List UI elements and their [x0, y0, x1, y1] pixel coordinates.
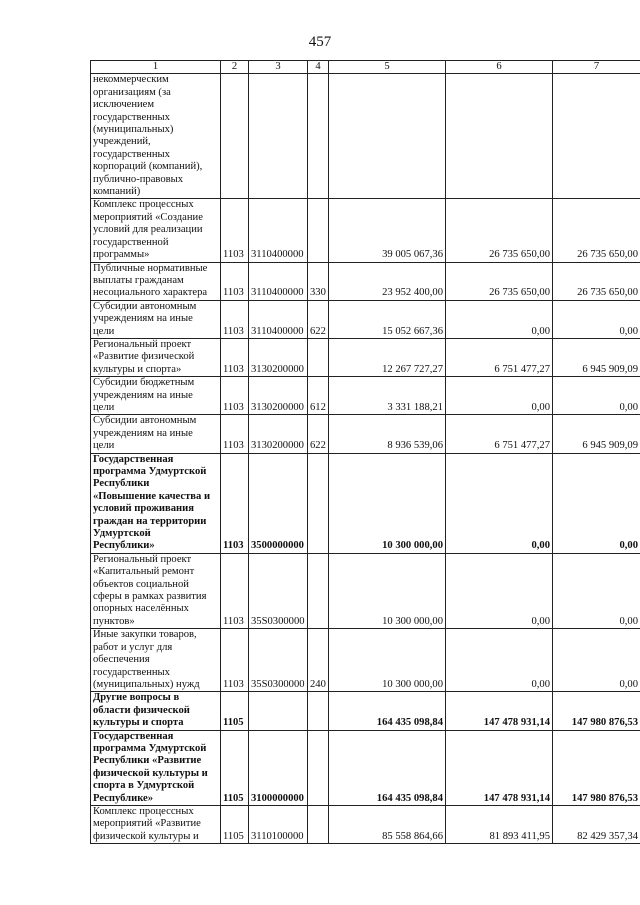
amount-2026-cell: 81 893 411,95 — [446, 805, 553, 843]
amount-2026-cell: 0,00 — [446, 377, 553, 415]
target-code-cell: 3130200000 — [249, 415, 308, 453]
row-name-cell: Иные закупки товаров, работ и услуг для обеспечения государственных (муниципальных) нужд — [91, 629, 221, 692]
table-row — [91, 692, 640, 730]
table-row — [91, 453, 640, 553]
target-code-cell: 3110100000 — [249, 805, 308, 843]
target-code-cell: 3130200000 — [249, 338, 308, 376]
amount-2026-cell: 26 735 650,00 — [446, 199, 553, 262]
target-code-cell: 3110400000 — [249, 199, 308, 262]
expense-type-cell — [308, 74, 329, 199]
amount-2027-cell: 0,00 — [553, 629, 640, 692]
row-name-cell: Региональный проект «Развитие физической культуры и спорта» — [91, 338, 221, 376]
table-row — [91, 199, 640, 262]
table-row — [91, 730, 640, 805]
column-header: 3 — [249, 61, 308, 74]
expense-type-cell: 240 — [308, 629, 329, 692]
section-code-cell: 1103 — [221, 300, 249, 338]
section-code-cell — [221, 74, 249, 199]
target-code-cell: 3100000000 — [249, 730, 308, 805]
section-code-cell: 1103 — [221, 199, 249, 262]
section-code-cell: 1105 — [221, 692, 249, 730]
column-header: 7 — [553, 61, 640, 74]
amount-2025-cell: 10 300 000,00 — [329, 553, 446, 628]
amount-2027-cell: 0,00 — [553, 377, 640, 415]
section-code-cell: 1103 — [221, 415, 249, 453]
amount-2025-cell: 3 331 188,21 — [329, 377, 446, 415]
amount-2025-cell: 10 300 000,00 — [329, 453, 446, 553]
expense-type-cell — [308, 730, 329, 805]
amount-2027-cell: 0,00 — [553, 300, 640, 338]
expense-type-cell: 622 — [308, 415, 329, 453]
amount-2027-cell: 0,00 — [553, 553, 640, 628]
target-code-cell: 3500000000 — [249, 453, 308, 553]
amount-2026-cell: 0,00 — [446, 629, 553, 692]
amount-2027-cell: 6 945 909,09 — [553, 338, 640, 376]
target-code-cell: 3110400000 — [249, 262, 308, 300]
amount-2026-cell — [446, 74, 553, 199]
column-header: 4 — [308, 61, 329, 74]
amount-2025-cell — [329, 74, 446, 199]
budget-table — [90, 60, 640, 844]
amount-2025-cell: 12 267 727,27 — [329, 338, 446, 376]
row-name-cell: Публичные нормативные выплаты гражданам несоциального характера — [91, 262, 221, 300]
amount-2026-cell: 6 751 477,27 — [446, 338, 553, 376]
row-name-cell: Другие вопросы в области физической культуры и спорта — [91, 692, 221, 730]
amount-2027-cell: 26 735 650,00 — [553, 262, 640, 300]
table-row — [91, 74, 640, 199]
expense-type-cell — [308, 338, 329, 376]
section-code-cell: 1105 — [221, 730, 249, 805]
table-row — [91, 377, 640, 415]
expense-type-cell — [308, 805, 329, 843]
amount-2025-cell: 8 936 539,06 — [329, 415, 446, 453]
table-row — [91, 805, 640, 843]
column-header: 5 — [329, 61, 446, 74]
table-row — [91, 300, 640, 338]
target-code-cell — [249, 692, 308, 730]
target-code-cell: 35S0300000 — [249, 629, 308, 692]
amount-2025-cell: 23 952 400,00 — [329, 262, 446, 300]
amount-2026-cell: 0,00 — [446, 553, 553, 628]
target-code-cell — [249, 74, 308, 199]
table-row — [91, 629, 640, 692]
row-name-cell: некоммерческим организациям (за исключением государственных (муниципальных) учреждений, государственных корпораций (компаний), публично-правовых компаний) — [91, 74, 221, 199]
column-header: 2 — [221, 61, 249, 74]
expense-type-cell — [308, 453, 329, 553]
amount-2027-cell: 6 945 909,09 — [553, 415, 640, 453]
section-code-cell: 1103 — [221, 453, 249, 553]
amount-2025-cell: 164 435 098,84 — [329, 730, 446, 805]
row-name-cell: Комплекс процессных мероприятий «Развитие физической культуры и — [91, 805, 221, 843]
expense-type-cell — [308, 692, 329, 730]
row-name-cell: Субсидии автономным учреждениям на иные цели — [91, 415, 221, 453]
table-row — [91, 553, 640, 628]
amount-2025-cell: 164 435 098,84 — [329, 692, 446, 730]
amount-2027-cell: 82 429 357,34 — [553, 805, 640, 843]
target-code-cell: 3130200000 — [249, 377, 308, 415]
row-name-cell: Субсидии бюджетным учреждениям на иные цели — [91, 377, 221, 415]
table-row — [91, 415, 640, 453]
amount-2027-cell: 0,00 — [553, 453, 640, 553]
section-code-cell: 1103 — [221, 553, 249, 628]
section-code-cell: 1103 — [221, 338, 249, 376]
row-name-cell: Государственная программа Удмуртской Республики «Развитие физической культуры и спорта в Удмуртской Республике» — [91, 730, 221, 805]
amount-2025-cell: 10 300 000,00 — [329, 629, 446, 692]
row-name-cell: Региональный проект «Капитальный ремонт объектов социальной сферы в рамках развития опорных населённых пунктов» — [91, 553, 221, 628]
row-name-cell: Субсидии автономным учреждениям на иные цели — [91, 300, 221, 338]
row-name-cell: Комплекс процессных мероприятий «Создание условий для реализации государственной программы» — [91, 199, 221, 262]
amount-2026-cell: 147 478 931,14 — [446, 692, 553, 730]
table-row — [91, 338, 640, 376]
expense-type-cell: 622 — [308, 300, 329, 338]
amount-2025-cell: 85 558 864,66 — [329, 805, 446, 843]
amount-2027-cell: 147 980 876,53 — [553, 730, 640, 805]
amount-2025-cell: 15 052 667,36 — [329, 300, 446, 338]
expense-type-cell: 330 — [308, 262, 329, 300]
amount-2026-cell: 147 478 931,14 — [446, 730, 553, 805]
row-name-cell: Государственная программа Удмуртской Республики «Повышение качества и условий проживания граждан на территории Удмуртской Республики» — [91, 453, 221, 553]
column-header: 1 — [91, 61, 221, 74]
expense-type-cell — [308, 199, 329, 262]
amount-2026-cell: 0,00 — [446, 453, 553, 553]
page-number: 457 — [308, 34, 332, 50]
amount-2027-cell — [553, 74, 640, 199]
target-code-cell: 35S0300000 — [249, 553, 308, 628]
amount-2026-cell: 6 751 477,27 — [446, 415, 553, 453]
expense-type-cell — [308, 553, 329, 628]
section-code-cell: 1105 — [221, 805, 249, 843]
amount-2025-cell: 39 005 067,36 — [329, 199, 446, 262]
target-code-cell: 3110400000 — [249, 300, 308, 338]
section-code-cell: 1103 — [221, 629, 249, 692]
amount-2026-cell: 26 735 650,00 — [446, 262, 553, 300]
section-code-cell: 1103 — [221, 262, 249, 300]
amount-2027-cell: 26 735 650,00 — [553, 199, 640, 262]
column-header: 6 — [446, 61, 553, 74]
table-row — [91, 262, 640, 300]
amount-2026-cell: 0,00 — [446, 300, 553, 338]
table-header-row — [91, 61, 640, 74]
section-code-cell: 1103 — [221, 377, 249, 415]
amount-2027-cell: 147 980 876,53 — [553, 692, 640, 730]
expense-type-cell: 612 — [308, 377, 329, 415]
